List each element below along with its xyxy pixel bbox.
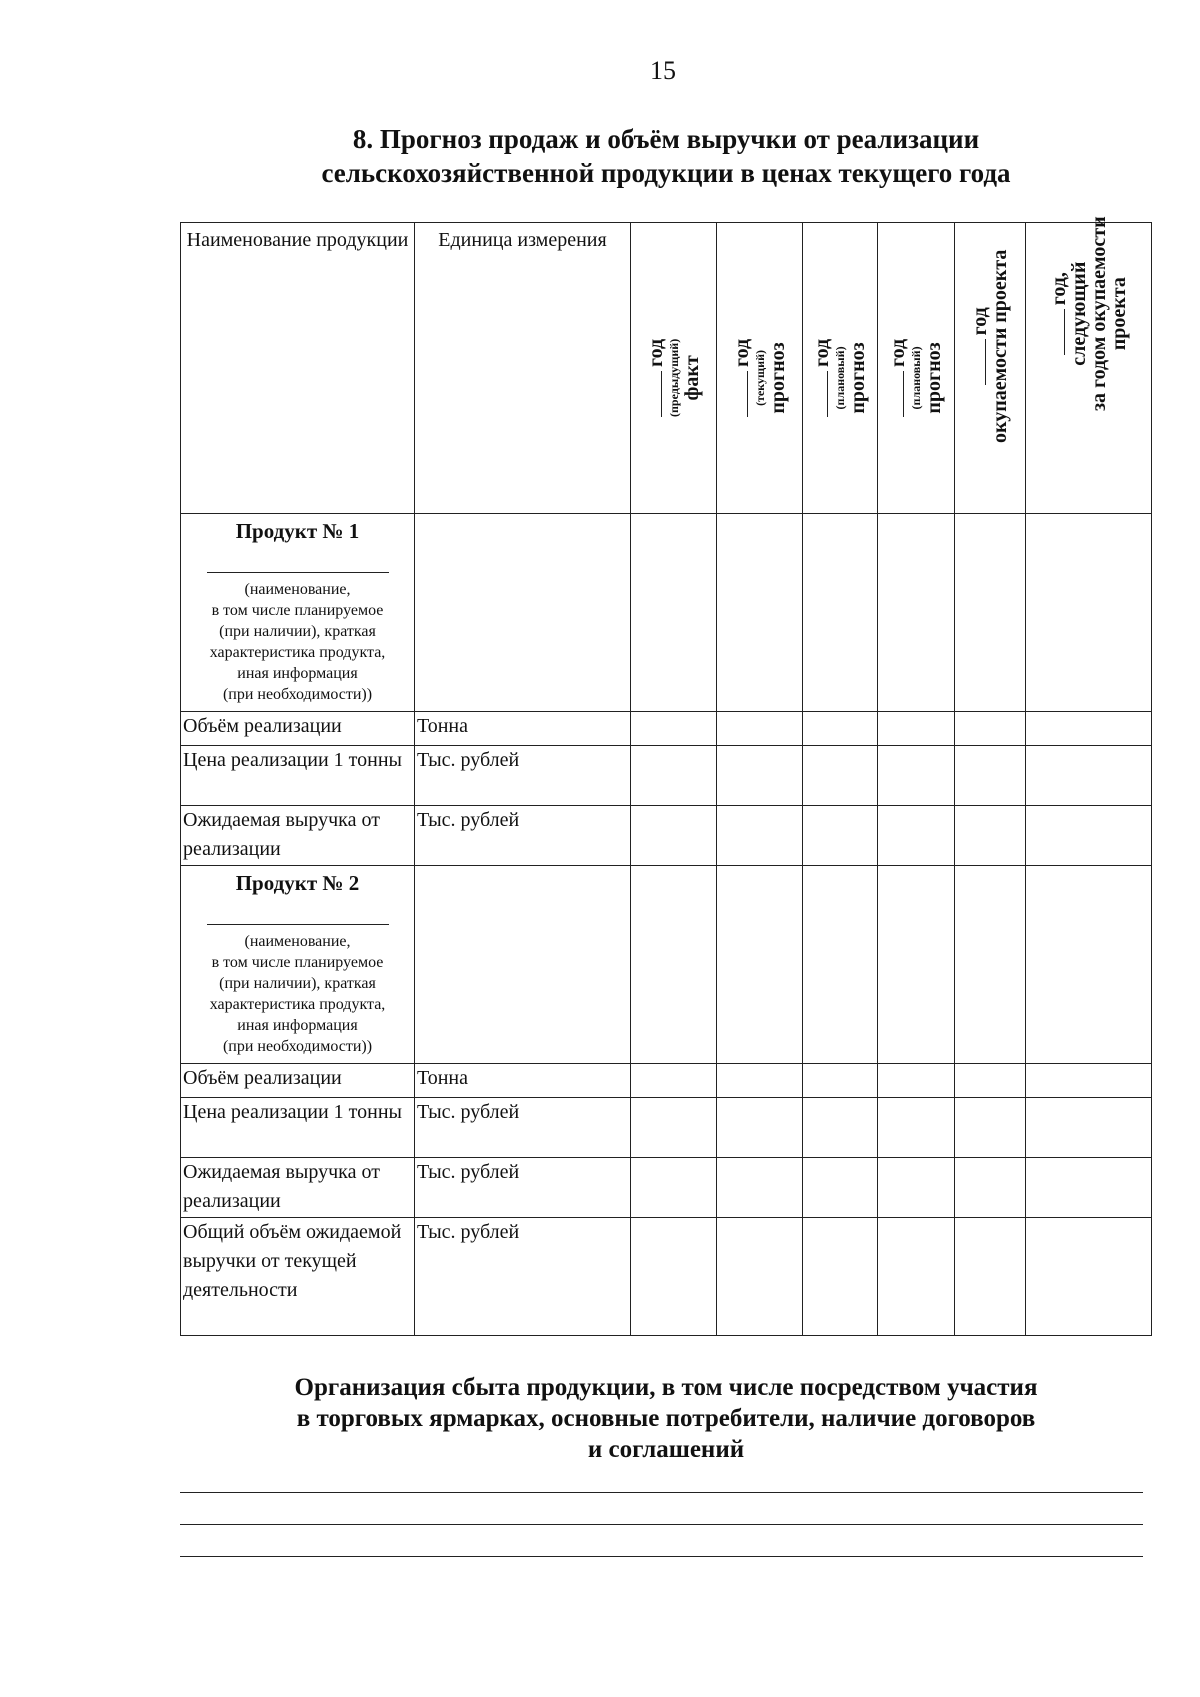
- table-cell: [1026, 1098, 1152, 1158]
- table-cell: [955, 806, 1026, 866]
- table-cell: [955, 712, 1026, 746]
- table-cell: [1026, 712, 1152, 746]
- table-cell: [803, 806, 878, 866]
- table-cell: [955, 1064, 1026, 1098]
- product-1-name-blank: [207, 572, 389, 573]
- header-col-current-year-forecast: год (текущий) прогноз: [717, 223, 803, 514]
- row-label: Ожидаемая выручка от реализации: [181, 1158, 415, 1218]
- header-unit: Единица измерения: [415, 223, 631, 514]
- table-cell: [1026, 1218, 1152, 1336]
- table-cell: [803, 514, 878, 712]
- table-cell: [878, 866, 955, 1064]
- table-cell: [631, 1064, 717, 1098]
- table-cell: [631, 746, 717, 806]
- table-cell: [878, 806, 955, 866]
- table-cell: [717, 712, 803, 746]
- product-1-title: Продукт № 1: [235, 519, 360, 543]
- table-cell: [803, 1158, 878, 1218]
- table-cell: [631, 1098, 717, 1158]
- table-row: [181, 1064, 1152, 1098]
- product-2-cell: [181, 866, 415, 1064]
- product-2-header-row: [181, 866, 1152, 1064]
- header-col-prev-year-fact: год (предыдущий) факт: [631, 223, 717, 514]
- table-cell: [878, 712, 955, 746]
- table-cell: [717, 1098, 803, 1158]
- table-row: [181, 1158, 1152, 1218]
- table-cell: [631, 712, 717, 746]
- product-1-cell: [181, 514, 415, 712]
- table-row: [181, 1098, 1152, 1158]
- table-cell: [955, 1218, 1026, 1336]
- header-product-name: Наименование продукции: [181, 223, 415, 514]
- row-label: Объём реализации: [181, 1064, 415, 1098]
- total-label: Общий объём ожидаемой выручки от текущей деятельности: [181, 1218, 415, 1336]
- table-cell: [878, 1158, 955, 1218]
- header-col-payback-year: год окупаемости проекта: [955, 223, 1026, 514]
- section-title-line-2: сельскохозяйственной продукции в ценах текущего года: [321, 158, 1011, 188]
- table-cell: [631, 1218, 717, 1336]
- header-col-year-after-payback: год, следующий за годом окупаемости проекта: [1026, 223, 1152, 514]
- product-2-title: Продукт № 2: [235, 871, 360, 895]
- table-cell: [717, 806, 803, 866]
- table-cell: [878, 1098, 955, 1158]
- product-2-note: (наименование, в том числе планируемое (при наличии), краткая характеристика продукта, иная информация (при необходимости)): [209, 933, 386, 1055]
- section-title: [260, 122, 1072, 190]
- sales-organization-heading-line-3: и соглашений: [587, 1436, 745, 1463]
- table-cell: [803, 1064, 878, 1098]
- sales-organization-heading-line-2: в торговых ярмарках, основные потребители, наличие договоров: [296, 1405, 1036, 1432]
- sales-organization-heading-line-1: Организация сбыта продукции, в том числе посредством участия: [294, 1374, 1038, 1401]
- table-cell: [1026, 1064, 1152, 1098]
- table-cell: [631, 514, 717, 712]
- table-cell: [803, 712, 878, 746]
- row-unit: Тонна: [415, 1064, 631, 1098]
- section-title-line-1: 8. Прогноз продаж и объём выручки от реализации: [352, 124, 980, 154]
- row-unit: Тыс. рублей: [415, 746, 631, 806]
- row-unit: Тыс. рублей: [415, 1098, 631, 1158]
- sales-organization-heading: [200, 1372, 1132, 1465]
- row-label: Объём реализации: [181, 712, 415, 746]
- table-cell: [1026, 746, 1152, 806]
- table-cell: [1026, 806, 1152, 866]
- header-col-planned-year-forecast-1: год (плановый) прогноз: [803, 223, 878, 514]
- table-cell: [955, 866, 1026, 1064]
- table-cell: [878, 514, 955, 712]
- table-row: [181, 806, 1152, 866]
- table-cell: [717, 746, 803, 806]
- table-cell: [803, 866, 878, 1064]
- product-1-header-row: [181, 514, 1152, 712]
- table-cell: [878, 1064, 955, 1098]
- header-col-planned-year-forecast-2: год (плановый) прогноз: [878, 223, 955, 514]
- row-unit: Тонна: [415, 712, 631, 746]
- total-row: [181, 1218, 1152, 1336]
- table-cell: [717, 866, 803, 1064]
- row-unit: Тыс. рублей: [415, 1158, 631, 1218]
- table-cell: [717, 1064, 803, 1098]
- table-cell: [955, 746, 1026, 806]
- fill-in-line: [180, 1524, 1143, 1525]
- table-cell: [631, 1158, 717, 1218]
- table-cell: [415, 514, 631, 712]
- table-cell: [717, 1158, 803, 1218]
- row-label: Цена реализации 1 тонны: [181, 1098, 415, 1158]
- table-cell: [878, 746, 955, 806]
- product-1-note: (наименование, в том числе планируемое (при наличии), краткая характеристика продукта, иная информация (при необходимости)): [209, 581, 386, 703]
- sales-forecast-table: [180, 216, 1152, 1336]
- row-label: Цена реализации 1 тонны: [181, 746, 415, 806]
- table-cell: [803, 1218, 878, 1336]
- total-unit: Тыс. рублей: [415, 1218, 631, 1336]
- table-row: [181, 746, 1152, 806]
- row-unit: Тыс. рублей: [415, 806, 631, 866]
- table-cell: [803, 746, 878, 806]
- table-cell: [803, 1098, 878, 1158]
- table-cell: [1026, 866, 1152, 1064]
- table-cell: [415, 866, 631, 1064]
- table-cell: [717, 1218, 803, 1336]
- table-cell: [631, 806, 717, 866]
- table-cell: [878, 1218, 955, 1336]
- fill-in-line: [180, 1492, 1143, 1493]
- fill-in-line: [180, 1556, 1143, 1557]
- table-cell: [955, 1158, 1026, 1218]
- table-cell: [1026, 1158, 1152, 1218]
- page-number: 15: [650, 56, 676, 85]
- table-header-row: [181, 223, 1152, 514]
- table-cell: [955, 514, 1026, 712]
- table-cell: [717, 514, 803, 712]
- table-cell: [631, 866, 717, 1064]
- table-row: [181, 712, 1152, 746]
- table-cell: [1026, 514, 1152, 712]
- product-2-name-blank: [207, 924, 389, 925]
- row-label: Ожидаемая выручка от реализации: [181, 806, 415, 866]
- table-cell: [955, 1098, 1026, 1158]
